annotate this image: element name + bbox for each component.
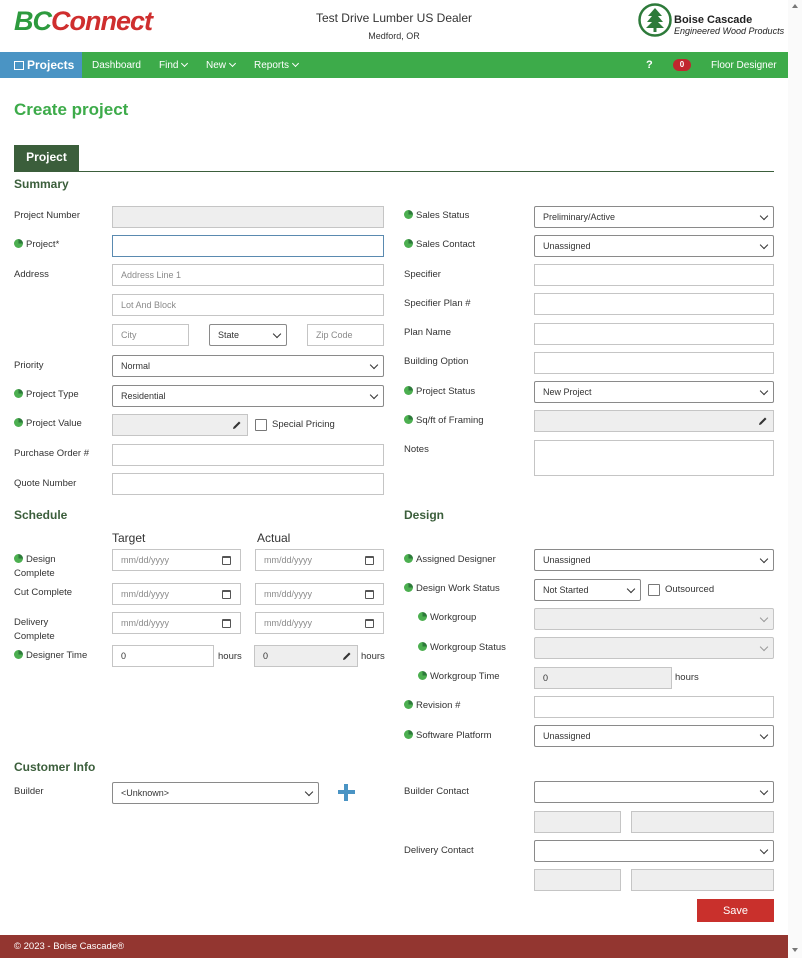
priority-select[interactable]	[112, 355, 384, 377]
required-field-icon	[404, 239, 413, 248]
design-work-status-label	[404, 582, 500, 596]
tab-project[interactable]: Project	[14, 145, 79, 172]
sales-contact-label	[404, 238, 475, 252]
project-type-label	[14, 388, 79, 402]
chevron-down-icon	[760, 555, 768, 563]
quote-number-input[interactable]	[112, 473, 384, 495]
project-value-input	[112, 414, 248, 436]
workgroup-status-label-text: Workgroup Status	[430, 642, 506, 653]
workgroup-status-select	[534, 637, 774, 659]
builder-contact-label: Builder Contact	[404, 786, 469, 797]
sales-contact-select[interactable]	[534, 235, 774, 257]
logo-connect: Connect	[51, 6, 152, 36]
required-field-icon	[404, 554, 413, 563]
date-placeholder: mm/dd/yyyy	[121, 589, 170, 599]
purchase-order-input[interactable]	[112, 444, 384, 466]
software-platform-label-text: Software Platform	[416, 730, 492, 741]
project-label-text: Project*	[26, 239, 60, 250]
purchase-order-label: Purchase Order #	[14, 448, 89, 459]
builder-contact-email-input	[631, 811, 774, 833]
project-status-label	[404, 385, 475, 399]
date-placeholder: mm/dd/yyyy	[264, 618, 313, 628]
lot-block-input[interactable]: Lot And Block	[112, 294, 384, 316]
date-placeholder: mm/dd/yyyy	[121, 618, 170, 628]
specifier-label: Specifier	[404, 269, 441, 280]
nav-reports-label: Reports	[254, 60, 290, 71]
calendar-icon[interactable]	[365, 619, 374, 628]
revision-label-text: Revision #	[416, 700, 461, 711]
summary-heading: Summary	[14, 177, 69, 191]
workgroup-select	[534, 608, 774, 630]
zip-code-input[interactable]: Zip Code	[307, 324, 384, 346]
save-button[interactable]: Save	[697, 899, 774, 922]
chevron-down-icon	[305, 788, 313, 796]
customer-info-heading: Customer Info	[14, 760, 96, 774]
designer-time-target-input[interactable]: 0	[112, 645, 214, 667]
pencil-icon[interactable]	[758, 416, 768, 426]
required-field-icon	[14, 554, 23, 563]
actual-column-header: Actual	[257, 531, 291, 545]
assigned-designer-select-value: Unassigned	[543, 555, 591, 565]
cut-complete-target-date[interactable]	[112, 583, 241, 605]
chevron-down-icon	[760, 241, 768, 249]
boise-cascade-tree-icon	[638, 3, 672, 37]
project-status-label-text: Project Status	[416, 386, 476, 397]
software-platform-select-value: Unassigned	[543, 731, 591, 741]
sales-contact-select-value: Unassigned	[543, 241, 591, 251]
delivery-complete-label: Delivery	[14, 617, 49, 628]
workgroup-label-text: Workgroup	[430, 612, 477, 623]
nav-find[interactable]	[159, 60, 187, 71]
sales-status-select-value: Preliminary/Active	[543, 212, 616, 222]
building-option-input[interactable]	[534, 352, 774, 374]
required-field-icon	[14, 650, 23, 659]
delivery-complete-label-line2: Complete	[14, 631, 55, 642]
chevron-down-icon	[273, 330, 281, 338]
chevron-down-icon	[760, 212, 768, 220]
chevron-down-icon	[229, 60, 236, 67]
outsourced-label: Outsourced	[665, 584, 715, 595]
design-work-status-select[interactable]	[534, 579, 641, 601]
designer-time-label-text: Designer Time	[26, 650, 88, 661]
chevron-down-icon	[370, 361, 378, 369]
project-type-select-value: Residential	[121, 391, 166, 401]
address-label: Address	[14, 269, 49, 280]
design-complete-label-line2: Complete	[14, 568, 55, 579]
design-complete-label-text: Design	[26, 554, 56, 565]
required-field-icon	[14, 239, 23, 248]
project-number-input	[112, 206, 384, 228]
nav-reports[interactable]	[254, 60, 298, 71]
delivery-complete-target-date[interactable]	[112, 612, 241, 634]
delivery-contact-label: Delivery Contact	[404, 845, 474, 856]
sqft-framing-label-text: Sq/ft of Framing	[416, 415, 484, 426]
notification-badge[interactable]: 0	[673, 59, 691, 71]
required-field-icon	[404, 415, 413, 424]
hours-unit: hours	[361, 651, 385, 662]
designer-time-label	[14, 649, 87, 663]
project-value-label-text: Project Value	[26, 418, 82, 429]
specifier-plan-input[interactable]	[534, 293, 774, 315]
date-placeholder: mm/dd/yyyy	[121, 555, 170, 565]
outsourced-checkbox[interactable]	[648, 584, 660, 596]
dealer-name: Test Drive Lumber US Dealer	[315, 11, 473, 25]
app-header	[0, 0, 788, 52]
workgroup-status-label	[418, 641, 506, 655]
notes-textarea[interactable]	[534, 440, 774, 476]
builder-select-value: <Unknown>	[121, 788, 170, 798]
chevron-down-icon	[760, 846, 768, 854]
sales-status-select[interactable]	[534, 206, 774, 228]
calendar-icon[interactable]	[365, 556, 374, 565]
project-number-label: Project Number	[14, 210, 80, 221]
required-field-icon	[14, 418, 23, 427]
priority-select-value: Normal	[121, 361, 151, 371]
chevron-down-icon	[760, 787, 768, 795]
plan-name-label: Plan Name	[404, 327, 451, 338]
project-type-select[interactable]	[112, 385, 384, 407]
address-line1-input[interactable]: Address Line 1	[112, 264, 384, 286]
required-field-icon	[418, 671, 427, 680]
page-scrollbar[interactable]	[788, 0, 802, 958]
delivery-contact-select[interactable]	[534, 840, 774, 862]
project-status-select[interactable]	[534, 381, 774, 403]
revision-label	[404, 699, 460, 713]
plan-name-input[interactable]	[534, 323, 774, 345]
special-pricing-checkbox[interactable]	[255, 419, 267, 431]
design-heading: Design	[404, 508, 445, 522]
design-complete-label	[14, 553, 56, 567]
workgroup-label	[418, 611, 476, 625]
nav-new[interactable]	[206, 60, 235, 71]
schedule-heading: Schedule	[14, 508, 68, 522]
builder-contact-phone-input	[534, 811, 621, 833]
nav-floor-designer[interactable]: Floor Designer	[711, 60, 777, 71]
design-work-status-label-text: Design Work Status	[416, 583, 500, 594]
pencil-icon[interactable]	[232, 420, 242, 430]
sales-status-label	[404, 209, 469, 223]
project-name-input[interactable]	[112, 235, 384, 257]
brand-name: Boise Cascade	[674, 14, 753, 26]
sqft-framing-input	[534, 410, 774, 432]
sales-status-label-text: Sales Status	[416, 210, 470, 221]
assigned-designer-label	[404, 553, 496, 567]
dealer-location: Medford, OR	[368, 31, 420, 41]
assigned-designer-select[interactable]	[534, 549, 774, 571]
sales-contact-label-text: Sales Contact	[416, 239, 476, 250]
quote-number-label: Quote Number	[14, 478, 77, 489]
builder-select[interactable]	[112, 782, 319, 804]
nav-find-label: Find	[159, 60, 179, 71]
chevron-down-icon	[181, 60, 188, 67]
chevron-down-icon	[370, 391, 378, 399]
delivery-contact-phone-input	[534, 869, 621, 891]
add-builder-plus-icon[interactable]	[338, 784, 355, 801]
workgroup-time-input: 0	[534, 667, 672, 689]
main-navbar	[0, 52, 788, 78]
project-status-select-value: New Project	[543, 387, 592, 397]
design-complete-target-date[interactable]	[112, 549, 241, 571]
assigned-designer-label-text: Assigned Designer	[416, 554, 496, 565]
cut-complete-actual-date[interactable]	[255, 583, 384, 605]
special-pricing-label: Special Pricing	[272, 419, 335, 430]
revision-input[interactable]	[534, 696, 774, 718]
projects-grid-icon	[14, 61, 24, 70]
required-field-icon	[404, 583, 413, 592]
target-column-header: Target	[112, 531, 146, 545]
workgroup-time-label	[418, 670, 500, 684]
bcconnect-logo[interactable]	[14, 6, 152, 37]
required-field-icon	[14, 389, 23, 398]
sqft-framing-label	[404, 414, 484, 428]
nav-dashboard[interactable]: Dashboard	[92, 60, 141, 71]
cut-complete-label: Cut Complete	[14, 587, 73, 598]
hours-unit: hours	[218, 651, 242, 662]
tab-divider	[14, 171, 774, 172]
nav-projects-label: Projects	[27, 58, 75, 72]
scroll-down-icon[interactable]	[792, 948, 798, 952]
nav-new-label: New	[206, 60, 227, 71]
calendar-icon[interactable]	[222, 590, 231, 599]
state-select-value: State	[218, 330, 240, 340]
delivery-contact-email-input	[631, 869, 774, 891]
help-icon[interactable]: ?	[646, 59, 653, 71]
project-type-label-text: Project Type	[26, 389, 79, 400]
designer-time-actual-value: 0	[263, 651, 269, 661]
chevron-down-icon	[292, 60, 299, 67]
design-complete-actual-date[interactable]	[255, 549, 384, 571]
chevron-down-icon	[760, 614, 768, 622]
builder-label: Builder	[14, 786, 44, 797]
project-label	[14, 238, 59, 252]
required-field-icon	[404, 730, 413, 739]
chevron-down-icon	[760, 731, 768, 739]
page-title: Create project	[14, 100, 129, 119]
logo-bc: BC	[14, 6, 51, 36]
builder-contact-select[interactable]	[534, 781, 774, 803]
specifier-input[interactable]	[534, 264, 774, 286]
notes-label: Notes	[404, 444, 429, 455]
required-field-icon	[404, 210, 413, 219]
calendar-icon[interactable]	[222, 556, 231, 565]
nav-projects[interactable]	[0, 52, 82, 78]
chevron-down-icon	[760, 643, 768, 651]
required-field-icon	[404, 386, 413, 395]
state-select[interactable]	[209, 324, 287, 346]
city-input[interactable]: City	[112, 324, 189, 346]
date-placeholder: mm/dd/yyyy	[264, 589, 313, 599]
software-platform-label	[404, 729, 492, 743]
software-platform-select[interactable]	[534, 725, 774, 747]
chevron-down-icon	[627, 585, 635, 593]
calendar-icon[interactable]	[365, 590, 374, 599]
chevron-down-icon	[760, 387, 768, 395]
designer-time-actual-input	[254, 645, 358, 667]
calendar-icon[interactable]	[222, 619, 231, 628]
required-field-icon	[418, 612, 427, 621]
delivery-complete-actual-date[interactable]	[255, 612, 384, 634]
priority-label: Priority	[14, 360, 44, 371]
workgroup-time-label-text: Workgroup Time	[430, 671, 500, 682]
design-work-status-select-value: Not Started	[543, 585, 589, 595]
project-value-label	[14, 417, 82, 431]
pencil-icon[interactable]	[342, 651, 352, 661]
hours-unit: hours	[675, 672, 699, 683]
required-field-icon	[404, 700, 413, 709]
scroll-up-icon[interactable]	[792, 4, 798, 8]
specifier-plan-label: Specifier Plan #	[404, 298, 471, 309]
date-placeholder: mm/dd/yyyy	[264, 555, 313, 565]
brand-subtitle: Engineered Wood Products	[674, 26, 785, 36]
building-option-label: Building Option	[404, 356, 469, 367]
required-field-icon	[418, 642, 427, 651]
page-footer: © 2023 - Boise Cascade®	[0, 935, 788, 958]
